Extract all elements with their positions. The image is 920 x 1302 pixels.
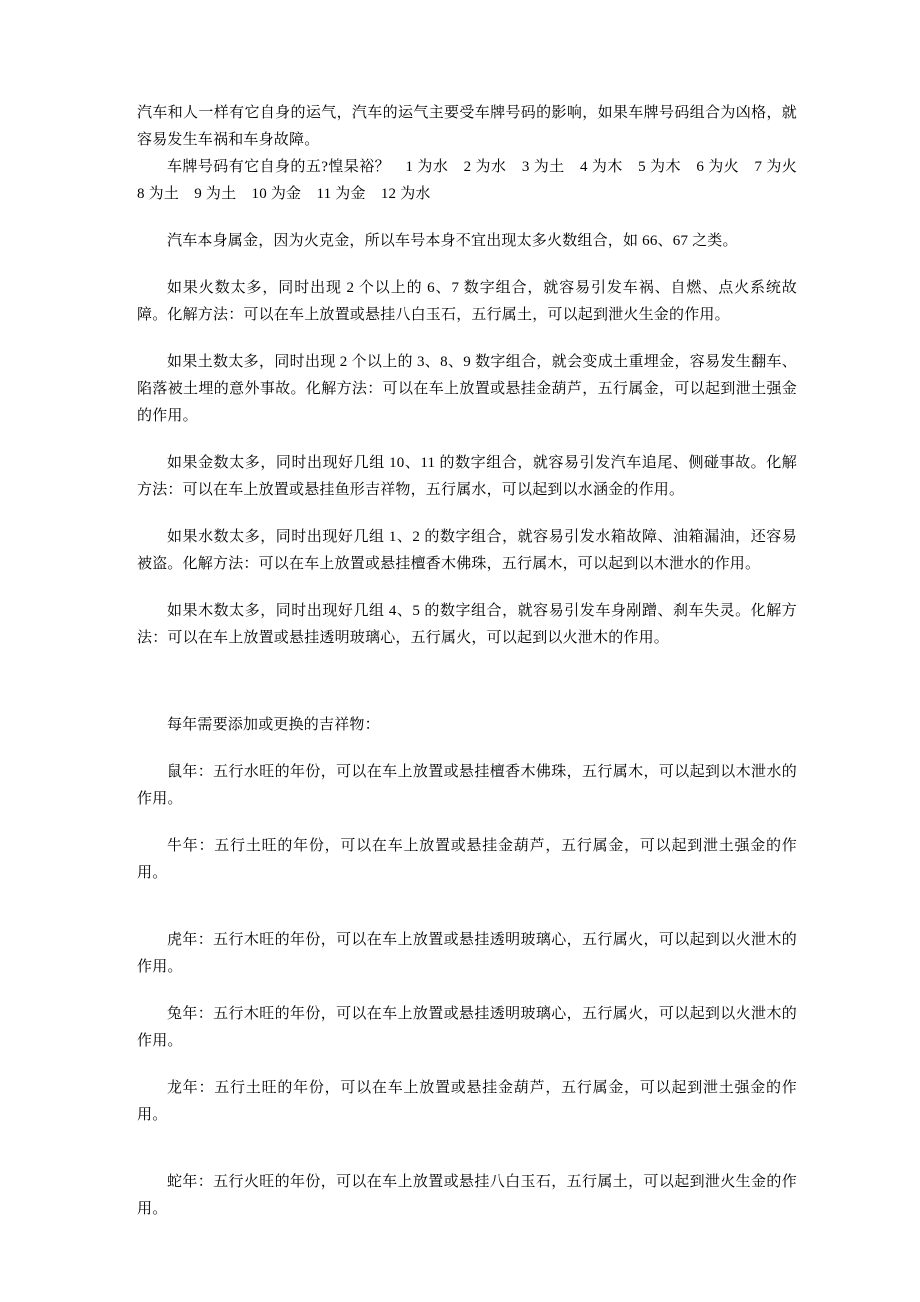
- paragraph: 虎年：五行木旺的年份，可以在车上放置或悬挂透明玻璃心，五行属火，可以起到以火泄木的作用。: [137, 932, 797, 975]
- paragraph: 车牌号码有它自身的五?惶杲裕？ 1 为水 2 为水 3 为土 4 为木 5 为木 6 为火 7 为火 8 为土 9 为土 10 为金 11 为金 12 为水: [137, 159, 813, 202]
- blank-line: [137, 887, 797, 907]
- blank-line: [137, 672, 797, 692]
- blank-line: [137, 981, 797, 1001]
- paragraph: 汽车本身属金，因为火克金，所以车号本身不宜出现太多火数组合，如 66、67 之类。: [167, 233, 738, 249]
- paragraph: 汽车和人一样有它自身的运气，汽车的运气主要受车牌号码的影响，如果车牌号码组合为凶格，就容易发生车祸和车身故障。: [137, 105, 797, 148]
- document-text-block: [137, 100, 813, 1223]
- paragraph: 每年需要添加或更换的吉祥物：: [167, 717, 380, 733]
- paragraph: 如果金数太多，同时出现好几组 10、11 的数字组合，就容易引发汽车追尾、侧碰事故。化解方法：可以在车上放置或悬挂鱼形吉祥物，五行属水，可以起到以水涵金的作用。: [137, 455, 797, 498]
- blank-line: [137, 255, 797, 275]
- paragraph: 如果木数太多，同时出现好几组 4、5 的数字组合，就容易引发车身剐蹭、刹车失灵。化解方法：可以在车上放置或悬挂透明玻璃心，五行属火，可以起到以火泄木的作用。: [137, 603, 797, 646]
- blank-line: [137, 1055, 797, 1075]
- paragraph: 如果土数太多，同时出现 2 个以上的 3、8、9 数字组合，就会变成土重埋金，容易发生翻车、陷落被土埋的意外事故。化解方法：可以在车上放置或悬挂金葫芦，五行属金，可以起到泄土强金的作用。: [137, 354, 797, 424]
- blank-line: [137, 739, 797, 759]
- blank-line: [137, 578, 797, 598]
- paragraph: 蛇年：五行火旺的年份，可以在车上放置或悬挂八白玉石，五行属土，可以起到泄火生金的作用。: [137, 1174, 797, 1217]
- paragraph: 如果水数太多，同时出现好几组 1、2 的数字组合，就容易引发水箱故障、油箱漏油，还容易被盗。化解方法：可以在车上放置或悬挂檀香木佛珠，五行属木，可以起到以木泄水的作用。: [137, 529, 797, 572]
- paragraph: 牛年：五行土旺的年份，可以在车上放置或悬挂金葫芦，五行属金，可以起到泄土强金的作用。: [137, 838, 797, 881]
- blank-line: [137, 430, 797, 450]
- blank-line: [137, 907, 797, 927]
- blank-line: [137, 652, 797, 672]
- blank-line: [137, 504, 797, 524]
- blank-line: [137, 329, 797, 349]
- blank-line: [137, 813, 797, 833]
- blank-line: [137, 1129, 797, 1149]
- paragraph: 鼠年：五行水旺的年份，可以在车上放置或悬挂檀香木佛珠，五行属木，可以起到以木泄水的作用。: [137, 764, 797, 807]
- blank-line: [137, 1149, 797, 1169]
- paragraph: 兔年：五行木旺的年份，可以在车上放置或悬挂透明玻璃心，五行属火，可以起到以火泄木的作用。: [137, 1006, 797, 1049]
- blank-line: [137, 692, 797, 712]
- paragraph: 如果火数太多，同时出现 2 个以上的 6、7 数字组合，就容易引发车祸、自燃、点火系统故障。化解方法：可以在车上放置或悬挂八白玉石，五行属土，可以起到泄火生金的作用。: [137, 280, 797, 323]
- paragraph: 龙年：五行土旺的年份，可以在车上放置或悬挂金葫芦，五行属金，可以起到泄土强金的作用。: [137, 1080, 797, 1123]
- blank-line: [137, 208, 797, 228]
